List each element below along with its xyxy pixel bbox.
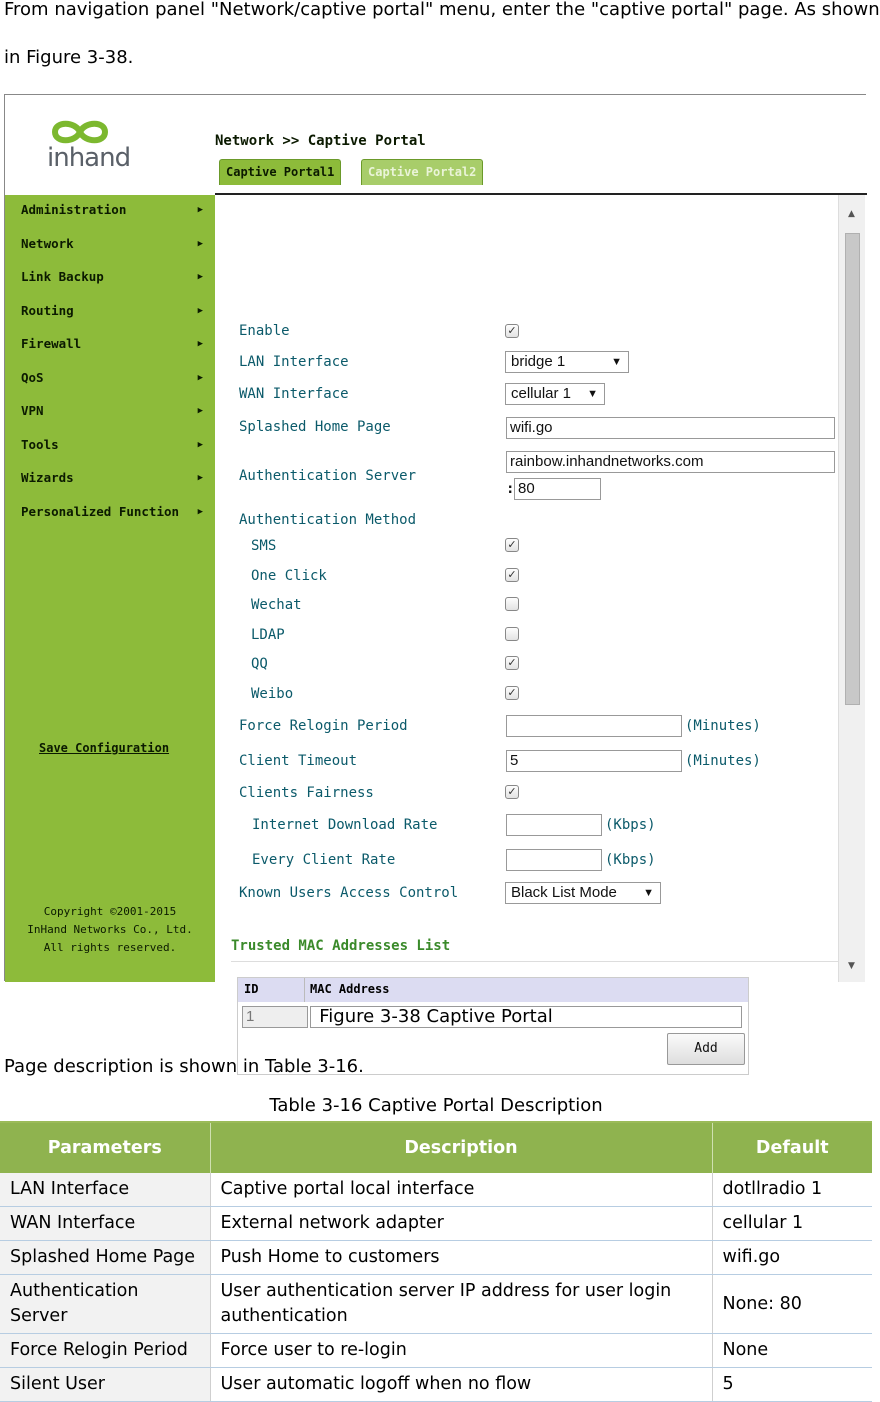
column-header-id: ID	[244, 982, 259, 996]
every-client-rate-input[interactable]	[506, 849, 602, 871]
sidebar-item-label: Routing	[21, 302, 74, 318]
caret-down-icon: ▼	[611, 356, 622, 368]
table-cell: External network adapter	[210, 1207, 712, 1241]
column-header-description: Description	[210, 1122, 712, 1173]
auth-method-weibo-checkbox[interactable]: ✓	[505, 686, 519, 700]
table-cell: Force user to re-login	[210, 1334, 712, 1368]
table-cell: wifi.go	[712, 1241, 872, 1275]
add-button[interactable]: Add	[667, 1033, 745, 1065]
table-cell: User automatic logoff when no flow	[210, 1368, 712, 1402]
minutes-unit: (Minutes)	[685, 718, 761, 734]
chevron-right-icon: ▶	[197, 506, 203, 517]
auth-method-qq-checkbox[interactable]: ✓	[505, 656, 519, 670]
table-cell: Push Home to customers	[210, 1241, 712, 1275]
kbps-unit: (Kbps)	[605, 817, 656, 833]
table-cell: Force Relogin Period	[0, 1334, 210, 1368]
internet-download-rate-input[interactable]	[506, 814, 602, 836]
wan-interface-label: WAN Interface	[239, 386, 349, 402]
sidebar-item-tools[interactable]	[5, 430, 215, 464]
intro-line-1: From navigation panel "Network/captive portal" menu, enter the "captive portal" page. As shown	[4, 0, 880, 20]
table-row	[0, 1275, 872, 1334]
known-users-access-control-label: Known Users Access Control	[239, 885, 459, 901]
copyright	[9, 903, 211, 957]
figure-caption: Figure 3-38 Captive Portal	[319, 1006, 553, 1027]
client-timeout-input[interactable]: 5	[506, 750, 682, 772]
auth-method-wechat-label: Wechat	[251, 597, 302, 613]
sidebar-item-label: Administration	[21, 202, 127, 217]
save-configuration-link[interactable]: Save Configuration	[39, 741, 170, 755]
authentication-server-label: Authentication Server	[239, 468, 417, 484]
table-cell: None	[712, 1334, 872, 1368]
wan-interface-select[interactable]	[505, 383, 605, 405]
table-row	[0, 1241, 872, 1275]
chevron-right-icon: ▶	[197, 372, 203, 383]
table-cell: Captive portal local interface	[210, 1173, 712, 1207]
table-row	[0, 1368, 872, 1402]
sidebar-item-label: QoS	[21, 369, 44, 385]
port-separator: :	[506, 481, 515, 497]
table-cell: WAN Interface	[0, 1207, 210, 1241]
enable-label: Enable	[239, 323, 290, 339]
authentication-server-input[interactable]: rainbow.inhandnetworks.com	[506, 451, 835, 473]
chevron-right-icon: ▶	[197, 238, 203, 249]
splashed-home-page-input[interactable]: wifi.go	[506, 417, 835, 439]
lan-interface-select[interactable]	[505, 351, 629, 373]
column-divider	[304, 978, 305, 1002]
sidebar-item-qos[interactable]	[5, 363, 215, 397]
minutes-unit: (Minutes)	[685, 753, 761, 769]
scroll-up-icon[interactable]: ▲	[848, 209, 855, 219]
auth-method-qq-label: QQ	[251, 656, 268, 672]
clients-fairness-label: Clients Fairness	[239, 785, 374, 801]
table-cell: cellular 1	[712, 1207, 872, 1241]
table-cell: Authentication Server	[0, 1275, 210, 1334]
force-relogin-period-input[interactable]	[506, 715, 682, 737]
copyright-line: InHand Networks Co., Ltd.	[27, 923, 193, 936]
column-header-mac-address: MAC Address	[310, 982, 390, 996]
sidebar-item-label: Wizards	[21, 470, 74, 485]
tab-captive-portal-2[interactable]: Captive Portal2	[361, 159, 483, 185]
chevron-right-icon: ▶	[197, 473, 203, 483]
chevron-right-icon: ▶	[197, 406, 203, 416]
scroll-thumb[interactable]	[845, 233, 860, 705]
auth-method-one-click-checkbox[interactable]: ✓	[505, 568, 519, 582]
sidebar-item-label: Tools	[21, 436, 59, 452]
every-client-rate-label: Every Client Rate	[252, 852, 396, 868]
trusted-mac-title: Trusted MAC Addresses List	[231, 938, 451, 954]
sidebar-item-label: Firewall	[21, 336, 82, 351]
table-cell: None: 80	[712, 1275, 872, 1334]
sidebar-item-label: Personalized Function	[21, 503, 180, 519]
tab-captive-portal-1[interactable]: Captive Portal1	[219, 159, 341, 185]
copyright-line: All rights reserved.	[43, 941, 177, 954]
lan-interface-value: bridge 1	[511, 353, 566, 370]
section-divider	[231, 961, 839, 962]
internet-download-rate-label: Internet Download Rate	[252, 817, 438, 833]
authentication-port-input[interactable]: 80	[514, 478, 601, 500]
auth-method-ldap-checkbox[interactable]	[505, 627, 519, 641]
auth-method-weibo-label: Weibo	[251, 686, 294, 702]
table-cell: dotllradio 1	[712, 1173, 872, 1207]
sidebar-item-routing[interactable]	[5, 296, 215, 330]
sidebar-item-label: Link Backup	[21, 269, 104, 284]
sidebar	[5, 95, 215, 982]
sidebar-item-label: Network	[21, 235, 74, 251]
page-description: Page description is shown in Table 3-16.	[4, 1056, 364, 1077]
chevron-right-icon: ▶	[197, 339, 203, 349]
sidebar-item-personalized-function[interactable]	[5, 497, 215, 531]
table-cell: Silent User	[0, 1368, 210, 1402]
scroll-down-icon[interactable]: ▼	[848, 961, 855, 971]
clients-fairness-checkbox[interactable]: ✓	[505, 785, 519, 799]
authentication-method-label: Authentication Method	[239, 512, 417, 528]
client-timeout-label: Client Timeout	[239, 753, 358, 769]
chevron-right-icon: ▶	[197, 305, 203, 316]
column-header-default: Default	[712, 1122, 872, 1173]
intro-line-2: in Figure 3-38.	[4, 47, 134, 68]
sidebar-item-firewall[interactable]	[5, 329, 215, 363]
sidebar-item-vpn[interactable]	[5, 396, 215, 430]
table-header-row	[0, 1122, 872, 1173]
scrollbar[interactable]	[838, 195, 865, 982]
column-header-parameters: Parameters	[0, 1122, 210, 1173]
table-header	[238, 978, 748, 1002]
auth-method-sms-checkbox[interactable]: ✓	[505, 538, 519, 552]
chevron-right-icon: ▶	[197, 205, 203, 215]
logo-text: inhand	[47, 143, 131, 173]
logo	[5, 95, 215, 195]
table-cell: LAN Interface	[0, 1173, 210, 1207]
sidebar-item-network[interactable]	[5, 229, 215, 263]
auth-method-sms-label: SMS	[251, 538, 277, 554]
table-cell: 5	[712, 1368, 872, 1402]
copyright-line: Copyright ©2001-2015	[43, 905, 177, 918]
sidebar-nav	[5, 195, 215, 530]
sidebar-item-link-backup[interactable]	[5, 262, 215, 296]
auth-method-wechat-checkbox[interactable]	[505, 597, 519, 611]
table-cell: User authentication server IP address for user login authentication	[210, 1275, 712, 1334]
chevron-right-icon: ▶	[197, 439, 203, 450]
sidebar-item-label: VPN	[21, 403, 44, 418]
table-row	[0, 1207, 872, 1241]
auth-method-ldap-label: LDAP	[251, 627, 285, 643]
table-row	[0, 1173, 872, 1207]
mac-row-id-input: 1	[242, 1006, 308, 1028]
caret-down-icon: ▼	[587, 388, 598, 400]
table-cell: Splashed Home Page	[0, 1241, 210, 1275]
lan-interface-label: LAN Interface	[239, 354, 349, 370]
caret-down-icon: ▼	[643, 887, 654, 899]
sidebar-item-wizards[interactable]	[5, 463, 215, 497]
sidebar-item-administration[interactable]	[5, 195, 215, 229]
auth-method-one-click-label: One Click	[251, 568, 327, 584]
description-table	[0, 1121, 872, 1402]
known-users-access-control-select[interactable]	[505, 882, 661, 904]
table-caption: Table 3-16 Captive Portal Description	[269, 1095, 603, 1116]
known-users-access-control-value: Black List Mode	[511, 884, 617, 901]
table-row	[0, 1334, 872, 1368]
enable-checkbox[interactable]: ✓	[505, 324, 519, 338]
splashed-home-page-label: Splashed Home Page	[239, 419, 391, 435]
kbps-unit: (Kbps)	[605, 852, 656, 868]
force-relogin-period-label: Force Relogin Period	[239, 718, 408, 734]
header	[215, 95, 867, 195]
wan-interface-value: cellular 1	[511, 385, 572, 402]
breadcrumb: Network >> Captive Portal	[215, 133, 426, 149]
chevron-right-icon: ▶	[197, 272, 203, 282]
